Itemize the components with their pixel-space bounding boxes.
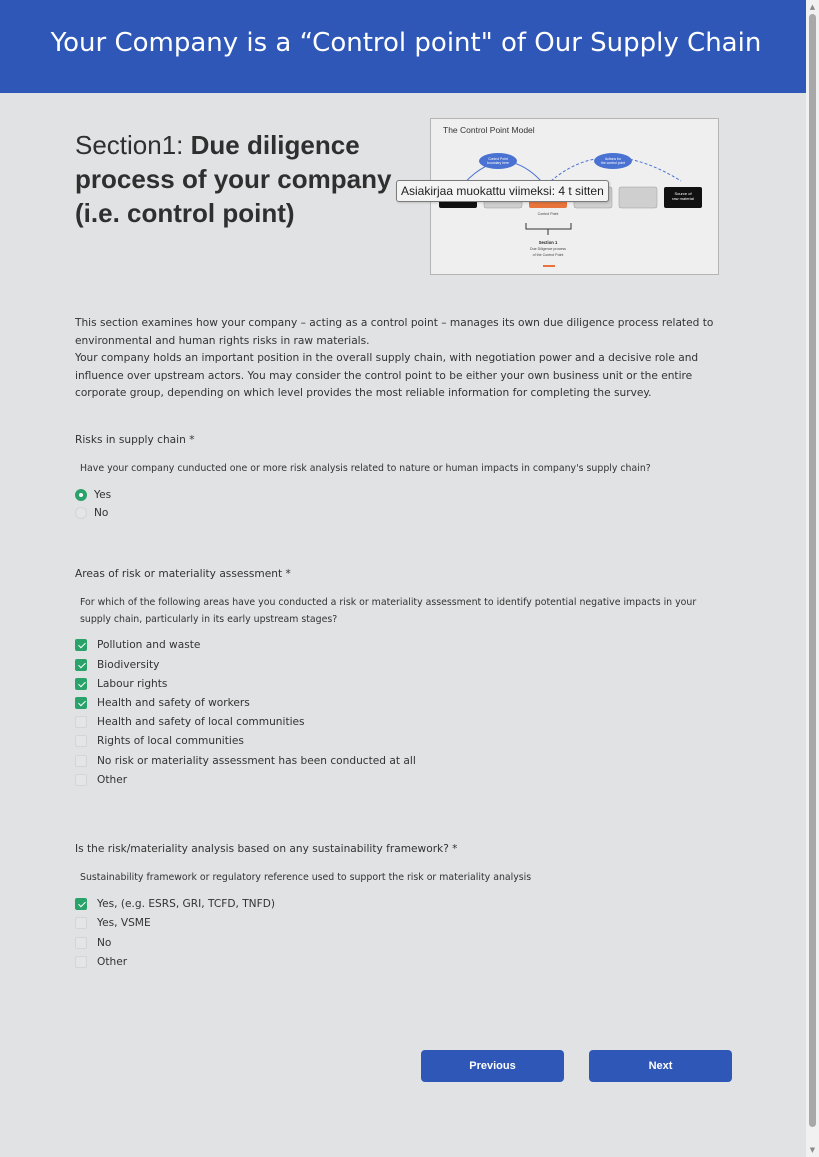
option-label: Health and safety of workers [97,697,250,709]
option-label: No [94,507,109,519]
q1-option-no[interactable] [75,505,108,521]
scroll-up-icon[interactable]: ▲ [809,3,816,11]
bubble-right-line1: Actions for [604,157,622,161]
q3-option-other[interactable] [75,954,127,970]
q3-title: Is the risk/materiality analysis based on any sustainability framework? * [75,843,458,855]
option-label: Pollution and waste [97,639,201,651]
section-prefix: Section1: [75,130,191,160]
checkbox[interactable] [75,898,87,910]
diagram-footer-mark [543,265,555,267]
radio-button[interactable] [75,489,87,501]
bubble-left-line2: boundary here [487,161,509,165]
bubble-left-line1: Control Point [488,157,508,161]
intro-paragraph-2: Your company holds an important position in the overall supply chain, with negotiation power and a decisive role and influence over upstream actors. You may consider the control point to be either your own business unit or the entire corporate group, depending on which level provides the most reliable information for completing the survey. [75,352,699,399]
page-header [0,0,806,93]
section-heading [75,128,405,230]
option-label: Yes, VSME [97,917,151,929]
checkbox[interactable] [75,755,87,767]
q2-subtitle: For which of the following areas have you conducted a risk or materiality assessment to identify potential negative impacts in your supply chain, particularly in its early upstream stages? [80,597,697,625]
option-label: Other [97,774,128,786]
option-label: Biodiversity [97,659,160,671]
caption-line3: of the Control Point [532,253,564,257]
scrollbar-thumb[interactable] [809,14,816,1127]
diagram-box-5 [619,187,657,208]
intro-paragraph-1: This section examines how your company – acting as a control point – manages its own due diligence process related to environmental and human rights risks in raw materials. [75,317,714,347]
diagram-title: The Control Point Model [443,125,535,135]
last-edited-tooltip: Asiakirjaa muokattu viimeksi: 4 t sitten [396,180,609,202]
q2-option-communities-rights[interactable] [75,733,244,749]
checkbox[interactable] [75,639,87,651]
q3-option-vsme[interactable] [75,915,151,931]
checkbox[interactable] [75,774,87,786]
caption-line2: Due Diligence process [530,247,566,251]
caption-line1: Section 1 [538,240,558,245]
option-label: Yes [94,489,112,501]
control-point-label: Control Point [537,212,559,216]
q2-option-biodiversity[interactable] [75,657,159,673]
radio-button[interactable] [75,507,87,519]
page-title: Your Company is a “Control point" of Our Supply Chain [50,28,762,58]
checkbox[interactable] [75,659,87,671]
checkbox[interactable] [75,937,87,949]
option-label: Other [97,956,128,968]
option-label: No risk or materiality assessment has been conducted at all [97,755,416,767]
option-label: Rights of local communities [97,735,244,747]
checkbox[interactable] [75,735,87,747]
q2-option-labour[interactable] [75,676,167,692]
checkbox[interactable] [75,716,87,728]
checkbox[interactable] [75,917,87,929]
q1-subtitle: Have your company cunducted one or more risk analysis related to nature or human impacts in company's supply chain? [80,463,651,474]
q2-option-other[interactable] [75,772,127,788]
q1-title: Risks in supply chain * [75,434,195,446]
option-label: Health and safety of local communities [97,716,305,728]
q3-subtitle: Sustainability framework or regulatory reference used to support the risk or materiality analysis [80,872,532,883]
option-label: Labour rights [97,678,168,690]
q2-option-workers[interactable] [75,695,250,711]
q3-option-no[interactable] [75,935,111,951]
q2-title: Areas of risk or materiality assessment * [75,568,291,580]
checkbox[interactable] [75,697,87,709]
box-source-line2: raw material [672,196,694,201]
q2-option-communities-safety[interactable] [75,714,305,730]
q2-option-pollution[interactable] [75,637,200,653]
q1-option-yes[interactable] [75,487,111,503]
section-intro [75,315,735,403]
scrollbar[interactable] [806,0,819,1157]
q2-option-none[interactable] [75,753,416,769]
q3-option-esrs[interactable] [75,896,275,912]
section-title: Due diligence process of your company (i.e. control point) [75,130,392,228]
previous-button[interactable]: Previous [421,1050,564,1082]
bubble-right-line2: the control point [600,161,626,165]
scroll-down-icon[interactable]: ▼ [809,1146,816,1154]
box-source-line1: Source of [674,191,692,196]
next-button[interactable]: Next [589,1050,732,1082]
option-label: Yes, (e.g. ESRS, GRI, TCFD, TNFD) [97,898,275,910]
checkbox[interactable] [75,678,87,690]
option-label: No [97,937,112,949]
checkbox[interactable] [75,956,87,968]
